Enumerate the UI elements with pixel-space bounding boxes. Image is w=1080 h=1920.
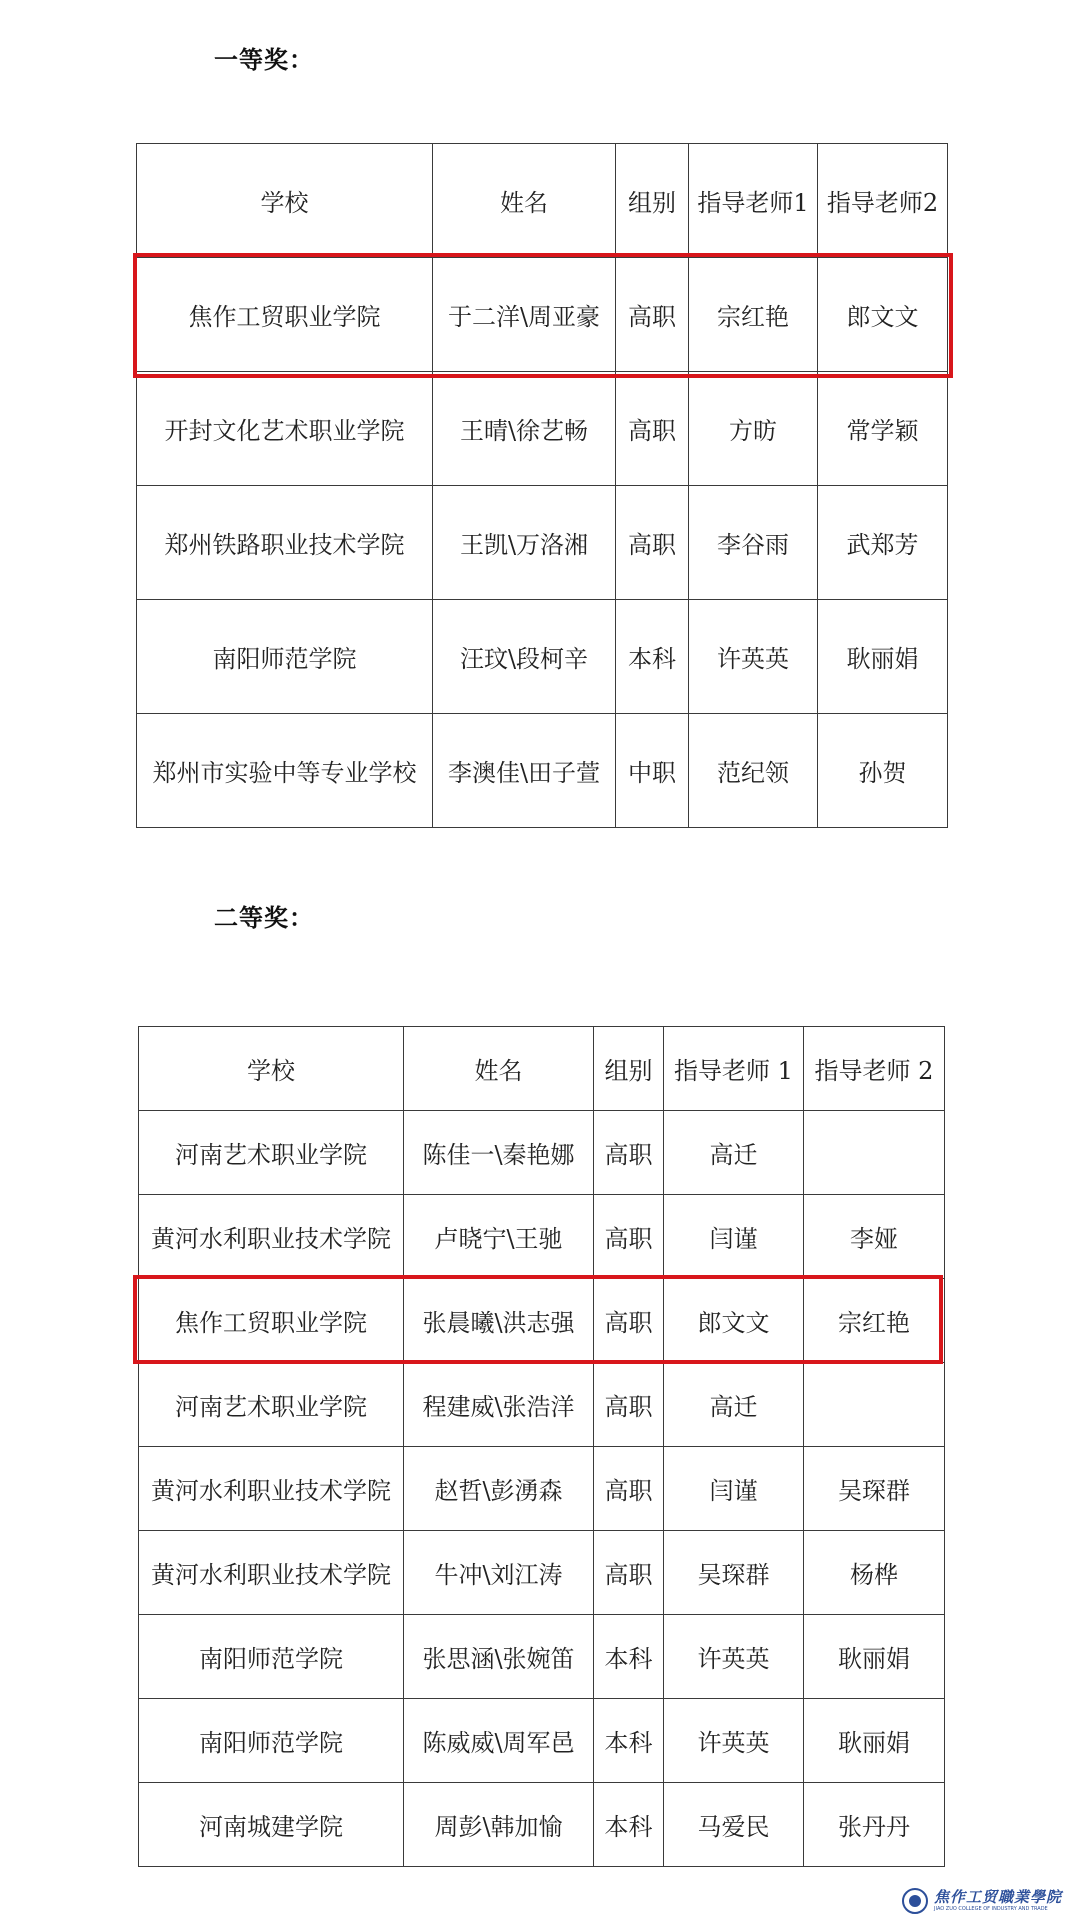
cell-advisor-1: 许英英 [689, 600, 818, 714]
cell-group: 高职 [594, 1447, 664, 1531]
table-row [137, 258, 948, 372]
cell-name: 赵哲\彭湧森 [404, 1447, 594, 1531]
cell-group: 高职 [594, 1531, 664, 1615]
cell-group: 高职 [616, 372, 689, 486]
cell-school: 河南艺术职业学院 [139, 1111, 404, 1195]
table-row [139, 1363, 945, 1447]
cell-advisor-1: 许英英 [664, 1699, 804, 1783]
cell-school: 焦作工贸职业学院 [139, 1279, 404, 1363]
cell-group: 高职 [594, 1111, 664, 1195]
column-header-advisor-1: 指导老师1 [689, 144, 818, 258]
column-header-school: 学校 [139, 1027, 404, 1111]
cell-name: 汪玟\段柯辛 [433, 600, 616, 714]
cell-advisor-1: 马爱民 [664, 1783, 804, 1867]
table-row [139, 1699, 945, 1783]
cell-school: 黄河水利职业技术学院 [139, 1447, 404, 1531]
cell-school: 黄河水利职业技术学院 [139, 1195, 404, 1279]
header-row [137, 144, 948, 258]
cell-name: 李澳佳\田子萱 [433, 714, 616, 828]
cell-school: 南阳师范学院 [139, 1615, 404, 1699]
cell-name: 卢晓宁\王驰 [404, 1195, 594, 1279]
cell-school: 郑州铁路职业技术学院 [137, 486, 433, 600]
table-row [137, 486, 948, 600]
table-row [137, 372, 948, 486]
cell-group: 本科 [594, 1783, 664, 1867]
cell-school: 焦作工贸职业学院 [137, 258, 433, 372]
cell-advisor-2: 武郑芳 [818, 486, 948, 600]
column-header-group: 组别 [616, 144, 689, 258]
header-row [139, 1027, 945, 1111]
column-header-advisor-1: 指导老师 1 [664, 1027, 804, 1111]
second-prize-table [138, 1026, 945, 1867]
cell-advisor-2: 杨桦 [804, 1531, 945, 1615]
table-row [139, 1783, 945, 1867]
cell-advisor-2: 郎文文 [818, 258, 948, 372]
table-row [139, 1279, 945, 1363]
column-header-name: 姓名 [433, 144, 616, 258]
column-header-advisor-2: 指导老师 2 [804, 1027, 945, 1111]
cell-advisor-2 [804, 1111, 945, 1195]
logo-name: 焦作工贸職業學院 [934, 1888, 1063, 1906]
cell-advisor-2: 李娅 [804, 1195, 945, 1279]
table-row [137, 600, 948, 714]
cell-name: 张晨曦\洪志强 [404, 1279, 594, 1363]
cell-advisor-1: 闫谨 [664, 1195, 804, 1279]
cell-advisor-1: 郎文文 [664, 1279, 804, 1363]
cell-advisor-2: 张丹丹 [804, 1783, 945, 1867]
cell-name: 王凯\万洛湘 [433, 486, 616, 600]
cell-advisor-1: 方昉 [689, 372, 818, 486]
cell-advisor-2: 宗红艳 [804, 1279, 945, 1363]
cell-advisor-1: 吴琛群 [664, 1531, 804, 1615]
table-row [139, 1195, 945, 1279]
column-header-group: 组别 [594, 1027, 664, 1111]
table-row [139, 1615, 945, 1699]
first-prize-heading: 一等奖： [214, 46, 314, 74]
cell-name: 陈威威\周军邑 [404, 1699, 594, 1783]
cell-advisor-2: 耿丽娟 [804, 1615, 945, 1699]
cell-school: 南阳师范学院 [137, 600, 433, 714]
cell-group: 本科 [594, 1615, 664, 1699]
first-prize-table [136, 143, 948, 828]
cell-advisor-1: 高迁 [664, 1363, 804, 1447]
cell-group: 本科 [594, 1699, 664, 1783]
cell-name: 程建威\张浩洋 [404, 1363, 594, 1447]
column-header-school: 学校 [137, 144, 433, 258]
cell-name: 陈佳一\秦艳娜 [404, 1111, 594, 1195]
cell-school: 黄河水利职业技术学院 [139, 1531, 404, 1615]
cell-school: 南阳师范学院 [139, 1699, 404, 1783]
cell-advisor-2: 耿丽娟 [818, 600, 948, 714]
cell-group: 高职 [594, 1279, 664, 1363]
cell-group: 本科 [616, 600, 689, 714]
cell-advisor-2: 孙贺 [818, 714, 948, 828]
cell-advisor-1: 许英英 [664, 1615, 804, 1699]
cell-advisor-1: 高迁 [664, 1111, 804, 1195]
cell-advisor-1: 范纪领 [689, 714, 818, 828]
cell-advisor-2: 常学颖 [818, 372, 948, 486]
cell-school: 河南城建学院 [139, 1783, 404, 1867]
cell-group: 高职 [594, 1195, 664, 1279]
cell-name: 张思涵\张婉笛 [404, 1615, 594, 1699]
college-logo [902, 1886, 1072, 1916]
logo-subtitle: JIAO ZUO COLLEGE OF INDUSTRY AND TRADE [934, 1906, 1048, 1912]
cell-name: 于二洋\周亚豪 [433, 258, 616, 372]
cell-advisor-1: 李谷雨 [689, 486, 818, 600]
college-emblem-icon [902, 1888, 928, 1914]
cell-name: 周彭\韩加愉 [404, 1783, 594, 1867]
cell-school: 河南艺术职业学院 [139, 1363, 404, 1447]
cell-group: 高职 [616, 258, 689, 372]
cell-group: 中职 [616, 714, 689, 828]
cell-school: 开封文化艺术职业学院 [137, 372, 433, 486]
cell-advisor-2 [804, 1363, 945, 1447]
cell-advisor-2: 耿丽娟 [804, 1699, 945, 1783]
cell-advisor-1: 宗红艳 [689, 258, 818, 372]
cell-school: 郑州市实验中等专业学校 [137, 714, 433, 828]
cell-name: 王晴\徐艺畅 [433, 372, 616, 486]
cell-group: 高职 [594, 1363, 664, 1447]
column-header-name: 姓名 [404, 1027, 594, 1111]
second-prize-heading: 二等奖： [214, 904, 314, 932]
table-row [137, 714, 948, 828]
column-header-advisor-2: 指导老师2 [818, 144, 948, 258]
table-row [139, 1111, 945, 1195]
table-row [139, 1447, 945, 1531]
cell-group: 高职 [616, 486, 689, 600]
table-row [139, 1531, 945, 1615]
cell-advisor-2: 吴琛群 [804, 1447, 945, 1531]
cell-advisor-1: 闫谨 [664, 1447, 804, 1531]
cell-name: 牛冲\刘江涛 [404, 1531, 594, 1615]
